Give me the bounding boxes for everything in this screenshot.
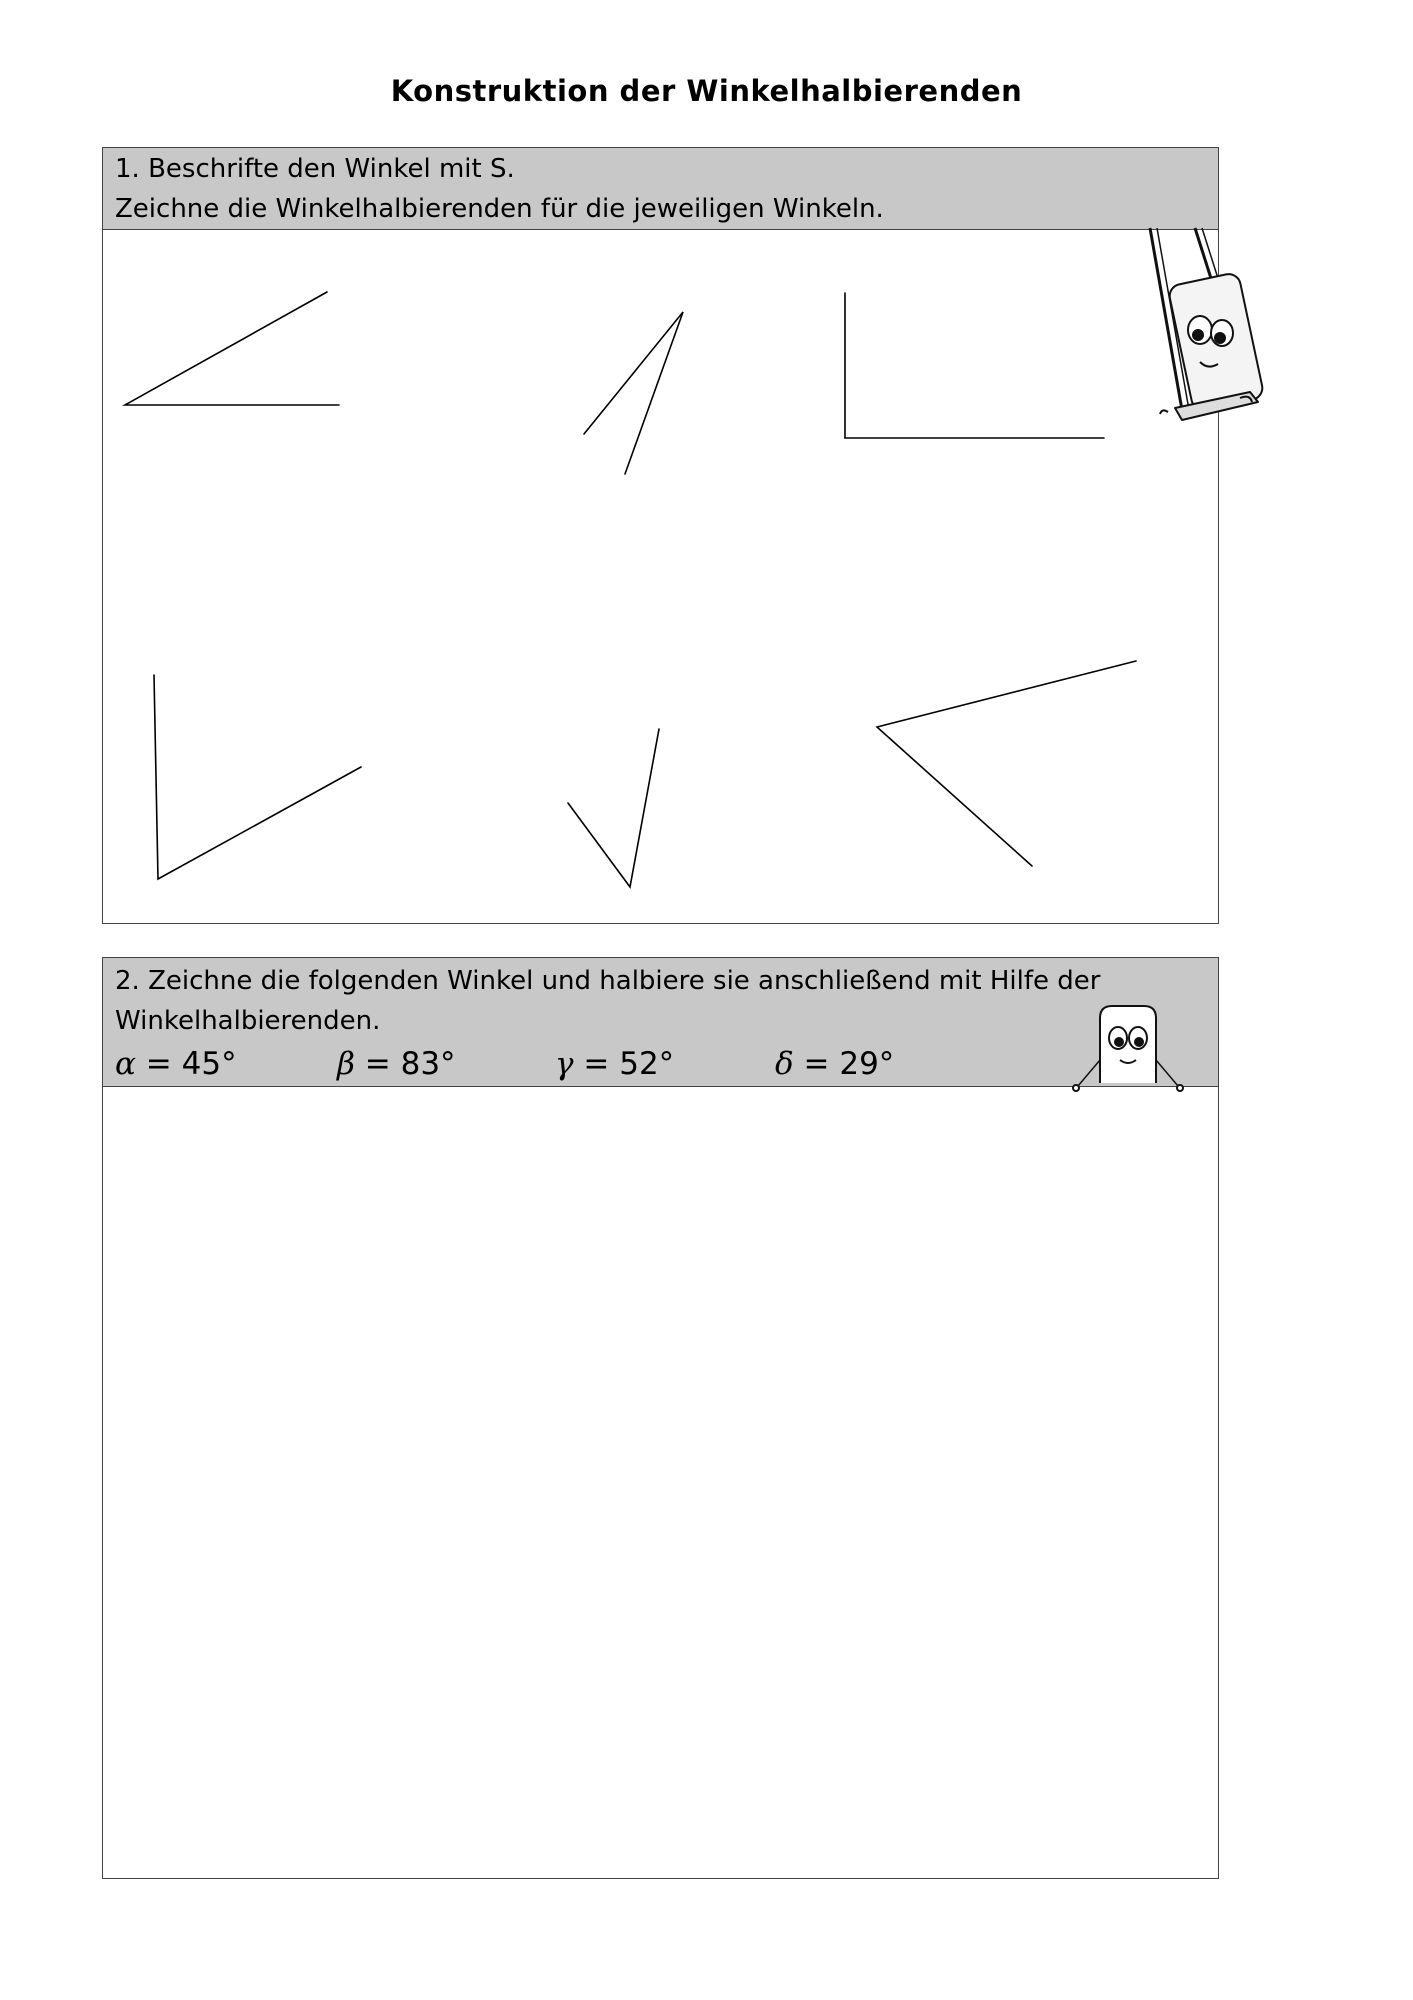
angle-delta-symbol: δ	[775, 1046, 794, 1082]
angle-figure-6	[877, 661, 1136, 866]
angle-beta-symbol: β	[337, 1046, 355, 1082]
task-2-instruction-1: 2. Zeichne die folgenden Winkel und halbiere sie anschließend mit Hilfe der	[115, 966, 1101, 996]
angle-figure-3	[845, 293, 1104, 438]
angle-beta-value: = 83°	[364, 1046, 456, 1082]
angle-figure-5	[568, 729, 659, 887]
angle-alpha-value: = 45°	[145, 1046, 237, 1082]
eraser-on-swing-icon	[1150, 228, 1265, 420]
page-title: Konstruktion der Winkelhalbierenden	[390, 74, 1023, 108]
angle-gamma-symbol: γ	[555, 1046, 574, 1082]
task-1-instruction-1: 1. Beschrifte den Winkel mit S.	[115, 154, 515, 184]
task-1-instruction-2: Zeichne die Winkelhalbierenden für die jeweiligen Winkeln.	[115, 194, 884, 224]
task-2-instruction-2: Winkelhalbierenden.	[115, 1006, 381, 1036]
angle-figure-4	[154, 675, 361, 879]
angle-figure-2	[584, 312, 683, 474]
angle-figure-1	[125, 292, 339, 405]
angle-alpha-symbol: α	[115, 1046, 136, 1082]
angle-delta-value: = 29°	[803, 1046, 895, 1082]
eraser-peeking-icon	[1073, 1006, 1183, 1091]
angle-gamma-value: = 52°	[583, 1046, 675, 1082]
